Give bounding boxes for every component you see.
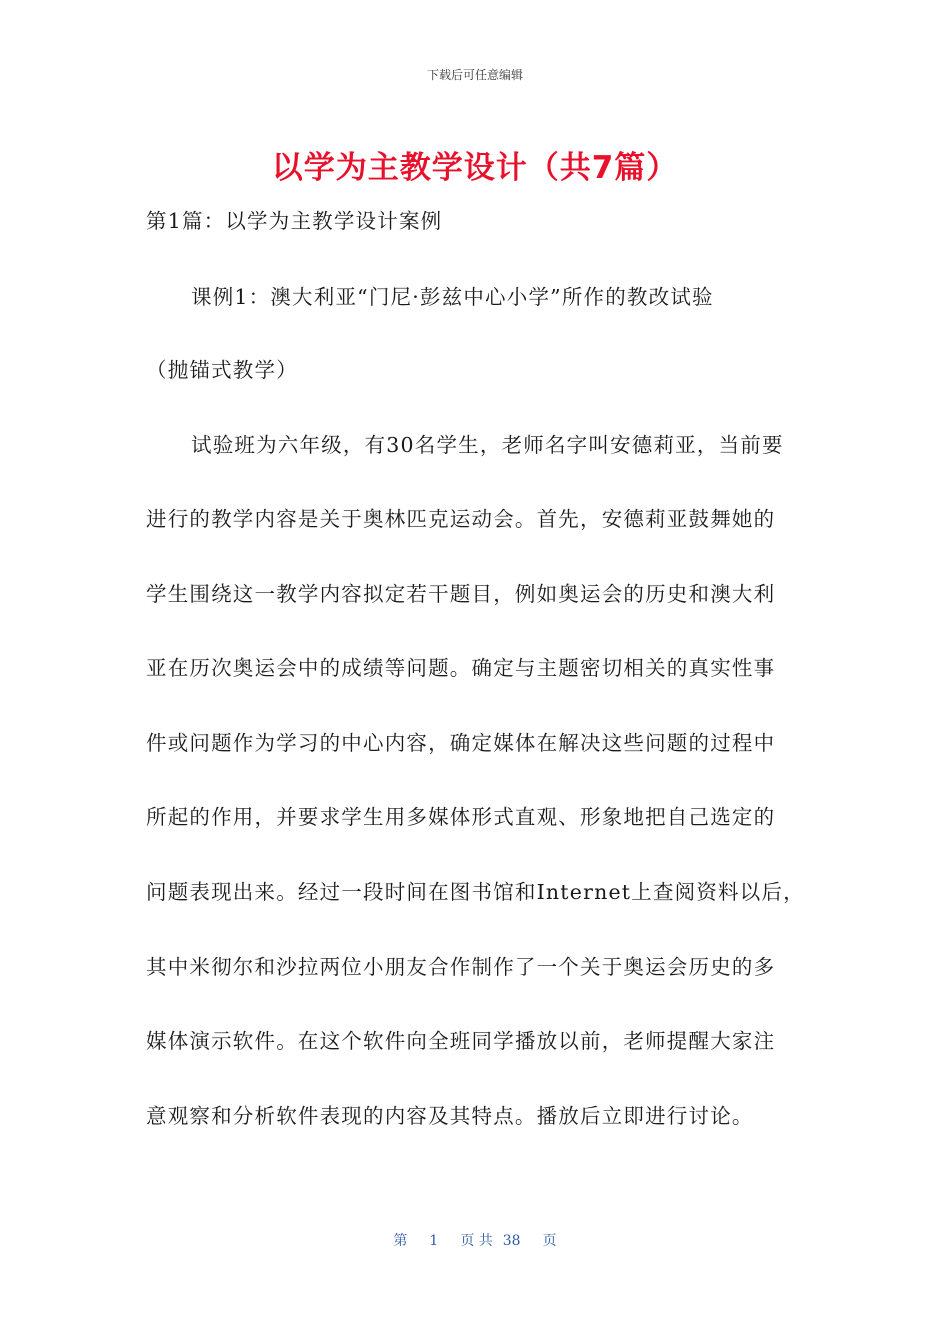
paragraph-line: 媒体演示软件。在这个软件向全班同学播放以前，老师提醒大家注: [146, 1029, 776, 1053]
page-footer: [0, 1230, 950, 1250]
footer-suffix: 页: [542, 1233, 557, 1249]
case-title: 课例1：澳大利亚“门尼·彭兹中心小学”所作的教改试验: [191, 285, 714, 309]
paragraph-line: 试验班为六年级，有30名学生，老师名字叫安德莉亚，当前要: [191, 433, 784, 457]
section-heading: 第1篇：以学为主教学设计案例: [146, 209, 443, 233]
header-note: 下载后可任意编辑: [426, 68, 523, 82]
paragraph-line: 其中米彻尔和沙拉两位小朋友合作制作了一个关于奥运会历史的多: [146, 955, 776, 979]
paragraph-line: 亚在历次奥运会中的成绩等问题。确定与主题密切相关的真实性事: [146, 656, 776, 680]
case-subtitle: （抛锚式教学）: [146, 358, 298, 382]
paragraph-line: 问题表现出来。经过一段时间在图书馆和Internet上查阅资料以后，: [146, 880, 805, 904]
footer-total-pages: 38: [502, 1233, 521, 1249]
document-title: 以学为主教学设计（共7篇）: [271, 150, 679, 186]
footer-page-number: 1: [429, 1233, 439, 1249]
paragraph-line: 学生围绕这一教学内容拟定若干题目，例如奥运会的历史和澳大利: [146, 582, 776, 606]
paragraph-line: 件或问题作为学习的中心内容，确定媒体在解决这些问题的过程中: [146, 731, 776, 755]
paragraph-line: 进行的教学内容是关于奥林匹克运动会。首先，安德莉亚鼓舞她的: [146, 507, 776, 531]
footer-middle: 页 共: [460, 1233, 493, 1249]
paragraph-line: 所起的作用，并要求学生用多媒体形式直观、形象地把自己选定的: [146, 805, 776, 829]
paragraph-line: 意观察和分析软件表现的内容及其特点。播放后立即进行讨论。: [146, 1104, 754, 1128]
footer-prefix: 第: [393, 1233, 408, 1249]
